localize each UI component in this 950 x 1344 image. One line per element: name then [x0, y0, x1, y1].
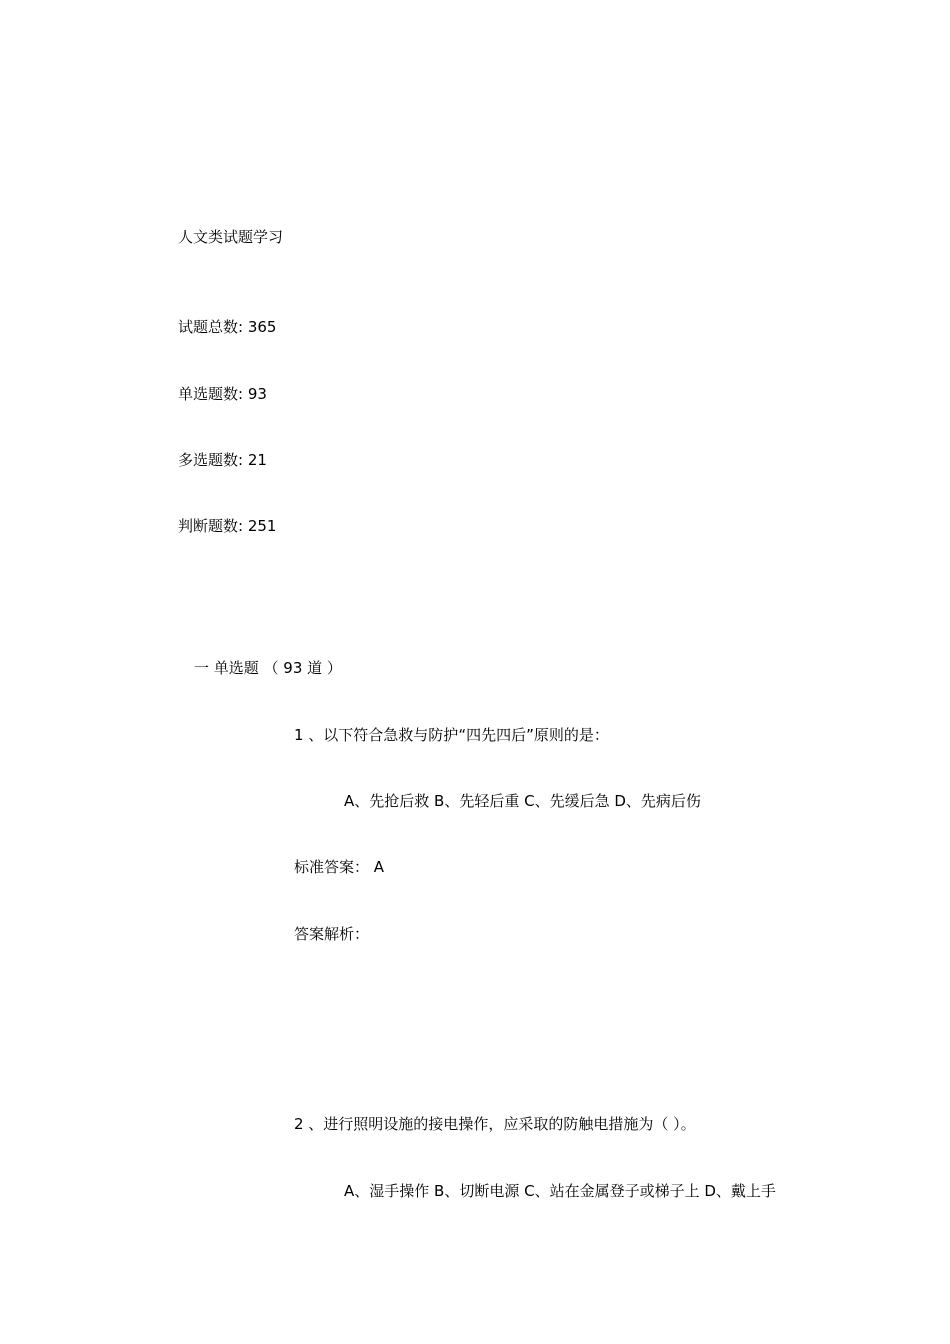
document-title: 人文类试题学习 [178, 228, 284, 246]
stat-true-false-count: 判断题数: 251 [178, 517, 277, 535]
question-2-stem: 2 、进行照明设施的接电操作，应采取的防触电措施为（ ）。 [294, 1115, 696, 1133]
question-1-answer: 标准答案： A [294, 858, 385, 876]
stat-total-questions: 试题总数: 365 [178, 318, 277, 336]
question-1-explanation: 答案解析： [294, 925, 370, 943]
question-2-options: A、湿手操作 B、切断电源 C、站在金属登子或梯子上 D、戴上手 [344, 1182, 776, 1200]
question-1-options: A、先抢后救 B、先轻后重 C、先缓后急 D、先病后伤 [344, 792, 701, 810]
question-1-stem: 1 、以下符合急救与防护“四先四后”原则的是： [294, 726, 609, 744]
stat-multiple-choice-count: 多选题数: 21 [178, 451, 267, 469]
stat-single-choice-count: 单选题数: 93 [178, 385, 267, 403]
section-heading-single-choice: 一 单选题 （ 93 道 ） [194, 659, 342, 677]
